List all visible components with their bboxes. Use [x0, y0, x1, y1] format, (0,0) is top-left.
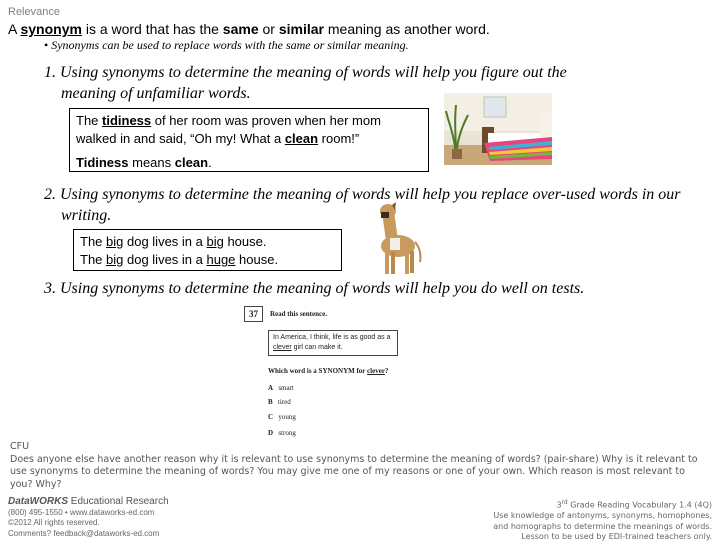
option-letter: C	[268, 413, 274, 421]
option-text: tired	[277, 398, 291, 406]
lesson-title	[493, 498, 712, 511]
ex2-l1-big2: big	[206, 234, 224, 249]
ex2-l2-huge: huge	[206, 252, 236, 267]
def-prefix: A	[8, 21, 21, 37]
question-prompt	[268, 367, 388, 375]
standard-line-1: Use knowledge of antonyms, synonyms, homophones,	[493, 511, 712, 521]
ex2-l1b: dog lives in a	[123, 234, 207, 249]
bedroom-image	[444, 93, 552, 165]
example-meaning	[76, 154, 422, 172]
usage-note: Lesson to be used by EDI-trained teachers only.	[521, 532, 712, 542]
cfu-label: CFU	[10, 441, 30, 452]
grade-num: 3	[556, 500, 562, 510]
q-prompt-a: Which word is a SYNONYM for	[268, 367, 368, 375]
footer-left	[8, 497, 169, 539]
ex1-m-clean: clean	[174, 155, 209, 170]
def-same: same	[222, 21, 259, 37]
cfu-text: Does anyone else have another reason why it is relevant to use synonyms to determine the meaning of words? (pair-share) Why is it relevant to use synonyms to determine the meaning of words? You may give me one of my reasons or one of your own. Which reason is most relevant to you? Why?	[10, 453, 698, 490]
ex1-m-tidiness: Tidiness	[76, 155, 129, 170]
example-sentence	[76, 112, 422, 148]
definition	[8, 21, 490, 37]
reason-1: 1. Using synonyms to determine the meaning of words will help you figure out the meaning of unfamiliar words.	[44, 64, 567, 102]
brand-rest: Educational Research	[68, 496, 169, 507]
option-text: smart	[278, 384, 294, 392]
example-box-tidiness	[69, 108, 429, 172]
bullet-dot: •	[44, 38, 52, 52]
lesson-title-rest: Grade Reading Vocabulary 1.4 (4Q)	[567, 500, 712, 510]
contact-info: (800) 495-1550 • www.dataworks-ed.com	[8, 507, 155, 517]
grade-sup: rd	[561, 499, 568, 506]
ex2-l1a: The	[80, 234, 107, 249]
q-sentence-clever: clever	[273, 344, 292, 351]
ex2-l1c: house.	[223, 234, 267, 249]
example-line-1	[80, 233, 335, 251]
def-similar: similar	[278, 21, 324, 37]
q-prompt-b: ?	[384, 367, 389, 375]
q-prompt-word: clever	[367, 367, 385, 375]
question-instruction: Read this sentence.	[270, 310, 327, 318]
option-letter: D	[268, 429, 274, 437]
copyright: ©2012 All rights reserved.	[8, 518, 100, 527]
brand-logo	[8, 497, 169, 508]
cfu-section	[10, 441, 710, 491]
standard-line-2: and homographs to determine the meanings of words.	[493, 521, 712, 531]
test-question-image	[244, 306, 414, 442]
ex1-tidiness: tidiness	[102, 113, 152, 128]
def-middle: is a word that has the	[81, 21, 223, 37]
answer-option	[268, 429, 296, 437]
answer-option	[268, 413, 296, 421]
ex1-m-end: .	[208, 155, 212, 170]
answer-option	[268, 384, 294, 392]
feedback-email: Comments? feedback@dataworks-ed.com	[8, 528, 160, 538]
ex2-l2a: The	[80, 252, 107, 267]
ex2-l1-big: big	[106, 234, 124, 249]
section-label: Relevance	[8, 6, 60, 18]
ex1-t2: of her room was proven when her mom walked in and said, “Oh my! What a	[76, 113, 381, 146]
ex1-m-means: means	[128, 155, 175, 170]
reason-2: 2. Using synonyms to determine the meaning of words will help you replace over-used words in our writing.	[44, 186, 681, 224]
ex2-l2c: house.	[235, 252, 279, 267]
q-sentence-a: In America, I think, life is as good as a	[273, 334, 391, 341]
question-number: 37	[244, 306, 263, 322]
bullet-note	[44, 38, 409, 53]
ex2-l2-big: big	[106, 252, 124, 267]
reason-3: 3. Using synonyms to determine the meaning of words will help you do well on tests.	[44, 280, 585, 297]
example-box-big	[73, 229, 342, 271]
option-letter: B	[268, 398, 273, 406]
option-text: strong	[278, 429, 296, 437]
def-term: synonym	[20, 21, 82, 37]
question-sentence-box	[268, 330, 398, 356]
ex1-t3: room!”	[318, 131, 360, 146]
example-line-2	[80, 251, 335, 269]
def-or: or	[258, 21, 279, 37]
answer-option	[268, 398, 291, 406]
brand-bold: DataWORKS	[8, 496, 69, 507]
ex2-l2b: dog lives in a	[123, 252, 207, 267]
def-suffix: meaning as another word.	[323, 21, 490, 37]
footer-right	[493, 498, 712, 543]
bullet-text: Synonyms can be used to replace words with the same or similar meaning.	[51, 38, 409, 52]
ex1-t1: The	[76, 113, 103, 128]
dog-image	[368, 202, 424, 278]
ex1-clean: clean	[284, 131, 319, 146]
option-text: young	[278, 413, 296, 421]
q-sentence-b: girl can make it.	[291, 344, 343, 351]
option-letter: A	[268, 384, 274, 392]
